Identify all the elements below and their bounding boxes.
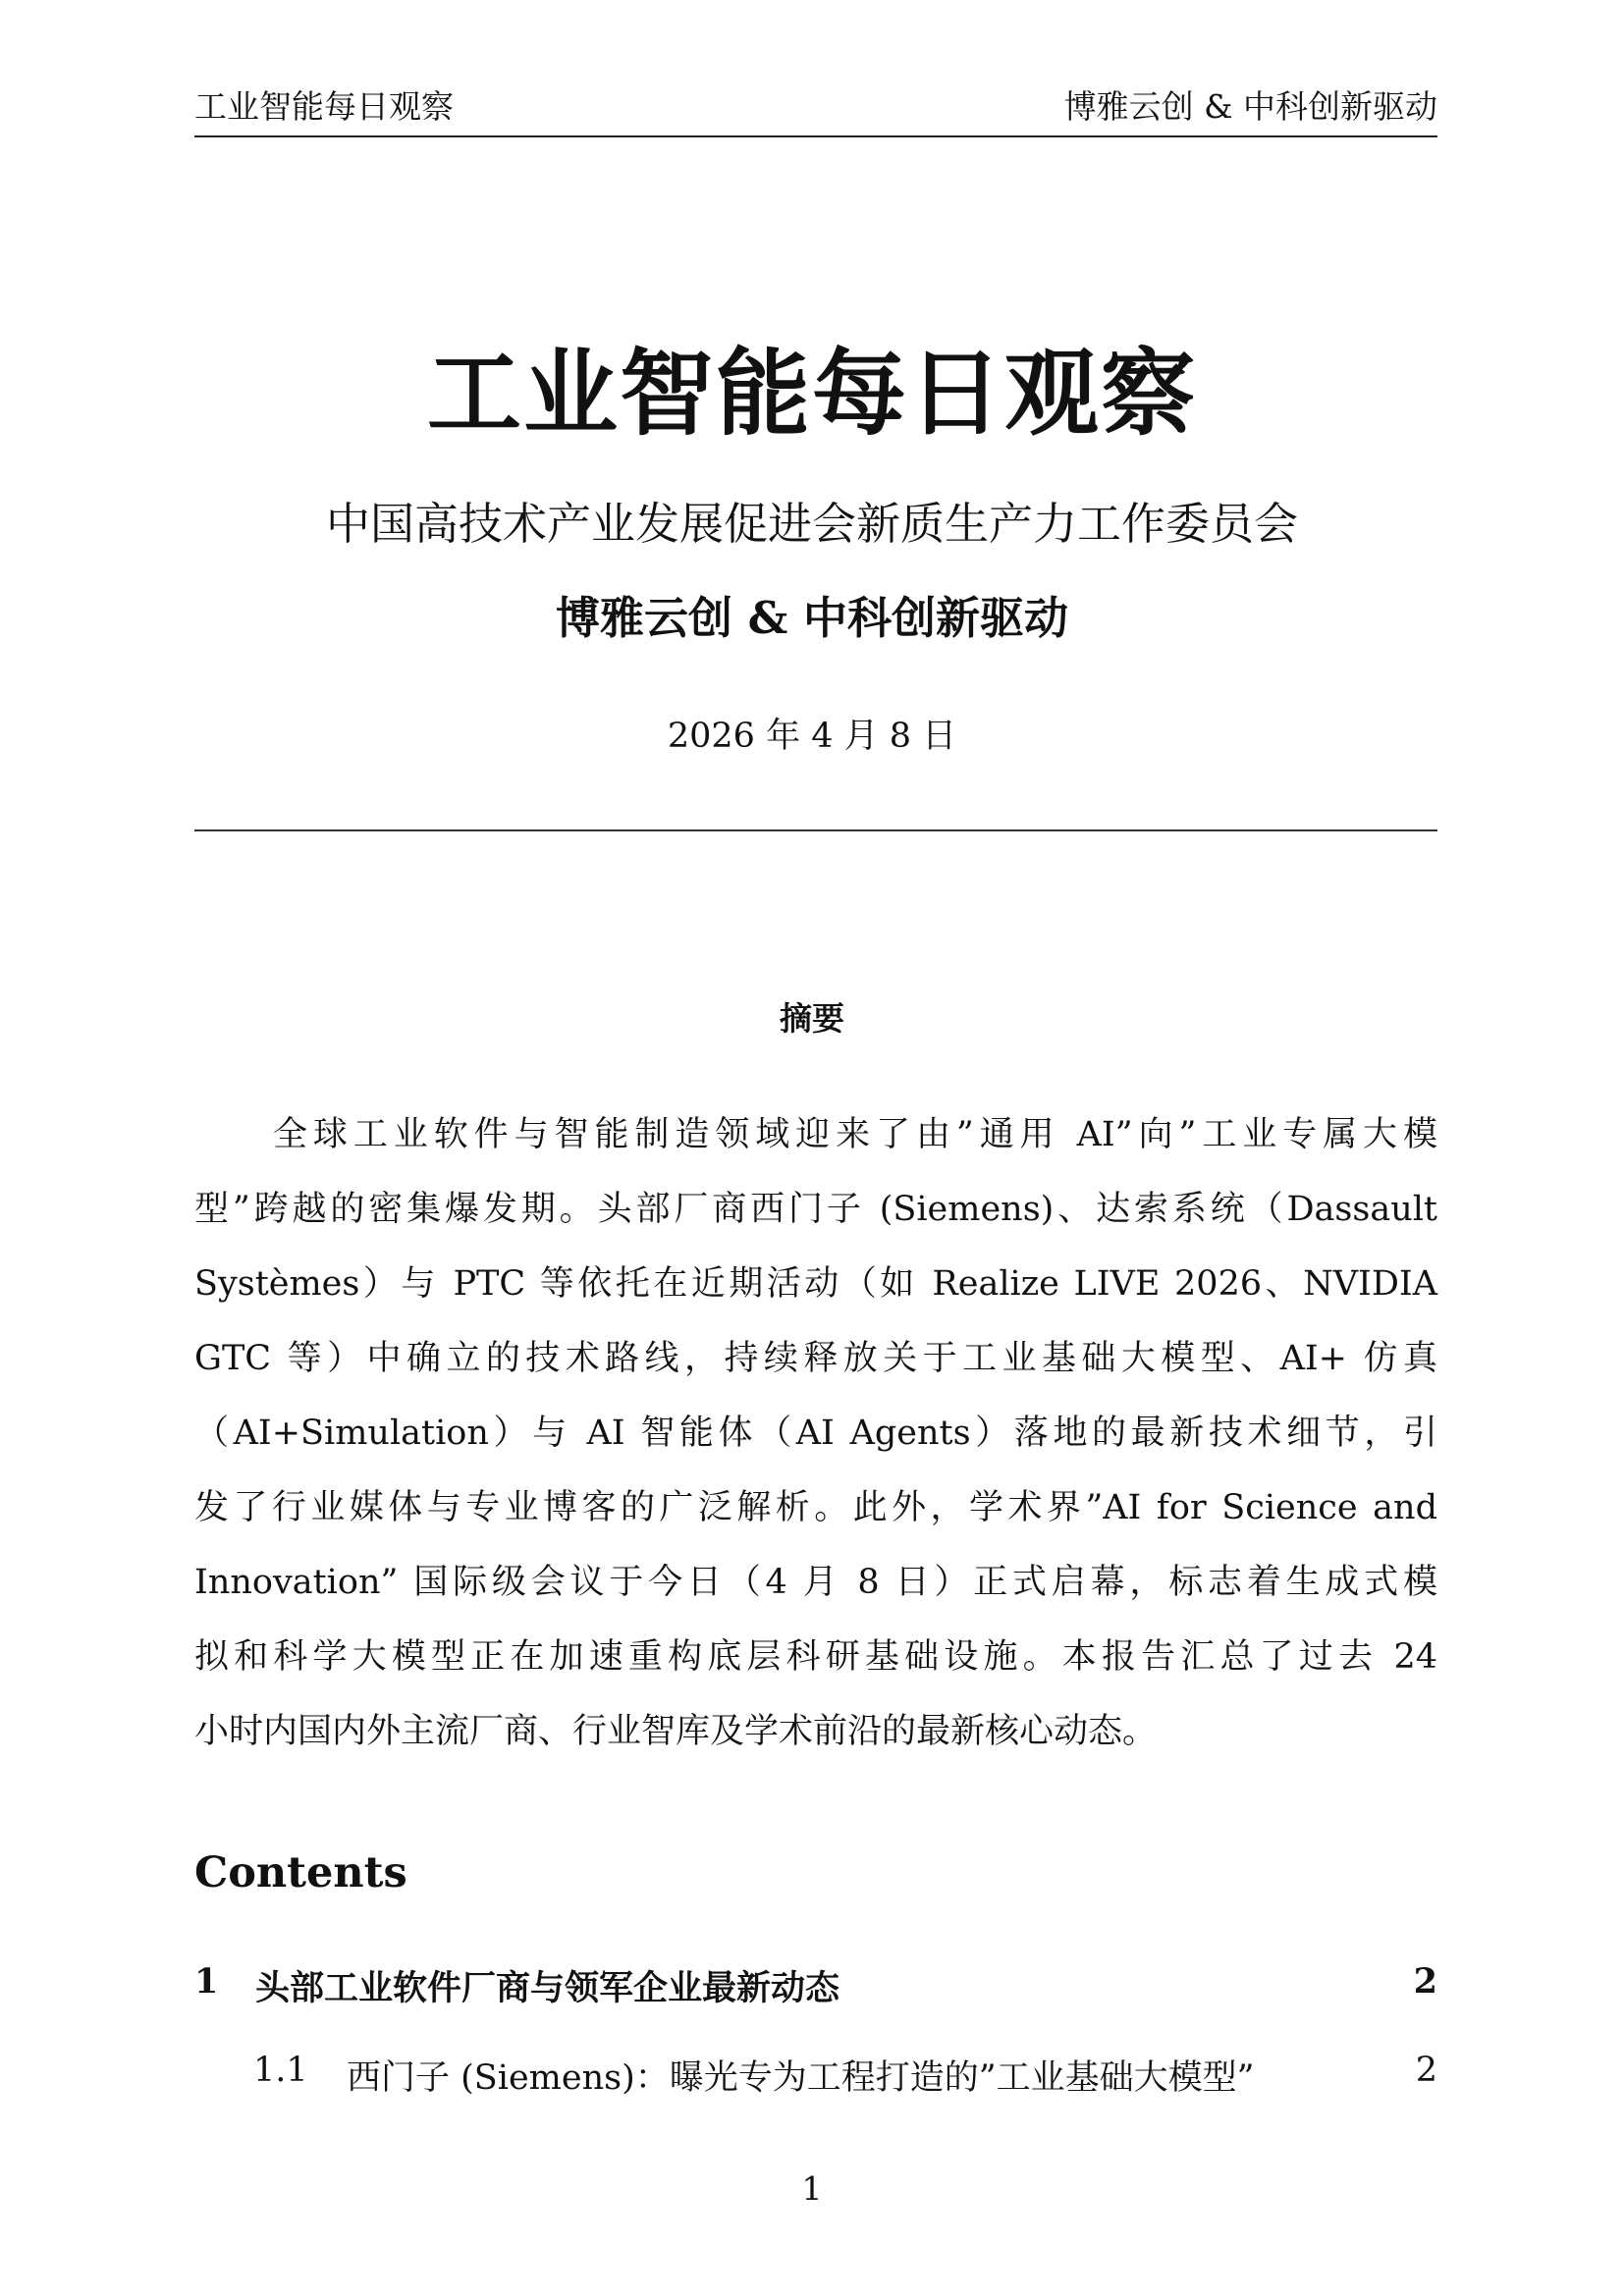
title-divider	[194, 829, 1437, 831]
contents-heading: Contents	[194, 1848, 407, 1897]
header-left-title: 工业智能每日观察	[194, 87, 454, 126]
document-title: 工业智能每日观察	[427, 338, 1197, 449]
header-right-partners: 博雅云创 & 中科创新驱动	[1063, 87, 1437, 126]
abstract-heading: 摘要	[780, 999, 844, 1038]
organization-name: 中国高技术产业发展促进会新质生产力工作委员会	[325, 498, 1298, 550]
abstract-line: （AI+Simulation）与 AI 智能体（AI Agents）落地的最新技术细节，引	[194, 1414, 1437, 1453]
abstract-line: GTC 等）中确立的技术路线，持续释放关于工业基础大模型、AI+ 仿真	[194, 1339, 1437, 1378]
toc-entry-number: 1	[194, 1961, 219, 2002]
toc-entry-number: 1.1	[253, 2051, 308, 2090]
toc-entry-page: 2	[1413, 1961, 1437, 2002]
toc-entry-title[interactable]: 头部工业软件厂商与领军企业最新动态	[255, 1968, 840, 2008]
partners-line: 博雅云创 & 中科创新驱动	[556, 592, 1068, 644]
running-header	[194, 84, 1437, 137]
abstract-body	[194, 1097, 1437, 1769]
abstract-line: Innovation” 国际级会议于今日（4 月 8 日）正式启幕，标志着生成式模	[194, 1563, 1437, 1602]
abstract-line: 小时内国内外主流厂商、行业智库及学术前沿的最新核心动态。	[194, 1712, 1158, 1751]
page-number: 1	[801, 2169, 823, 2208]
abstract-line: 型”跨越的密集爆发期。头部厂商西门子 (Siemens)、达索系统（Dassault	[194, 1190, 1437, 1229]
abstract-line: 拟和科学大模型正在加速重构底层科研基础设施。本报告汇总了过去 24	[194, 1637, 1437, 1677]
abstract-line: 全球工业软件与智能制造领域迎来了由”通用 AI”向”工业专属大模	[273, 1115, 1437, 1154]
abstract-line: 发了行业媒体与专业博客的广泛解析。此外，学术界”AI for Science and	[194, 1488, 1437, 1527]
document-date: 2026 年 4 月 8 日	[667, 717, 957, 756]
toc-entry-title[interactable]: 西门子 (Siemens)：曝光专为工程打造的”工业基础大模型”	[347, 2058, 1255, 2098]
toc-entry-page: 2	[1415, 2051, 1437, 2090]
abstract-line: Systèmes）与 PTC 等依托在近期活动（如 Realize LIVE 2026、NVIDIA	[194, 1264, 1437, 1304]
